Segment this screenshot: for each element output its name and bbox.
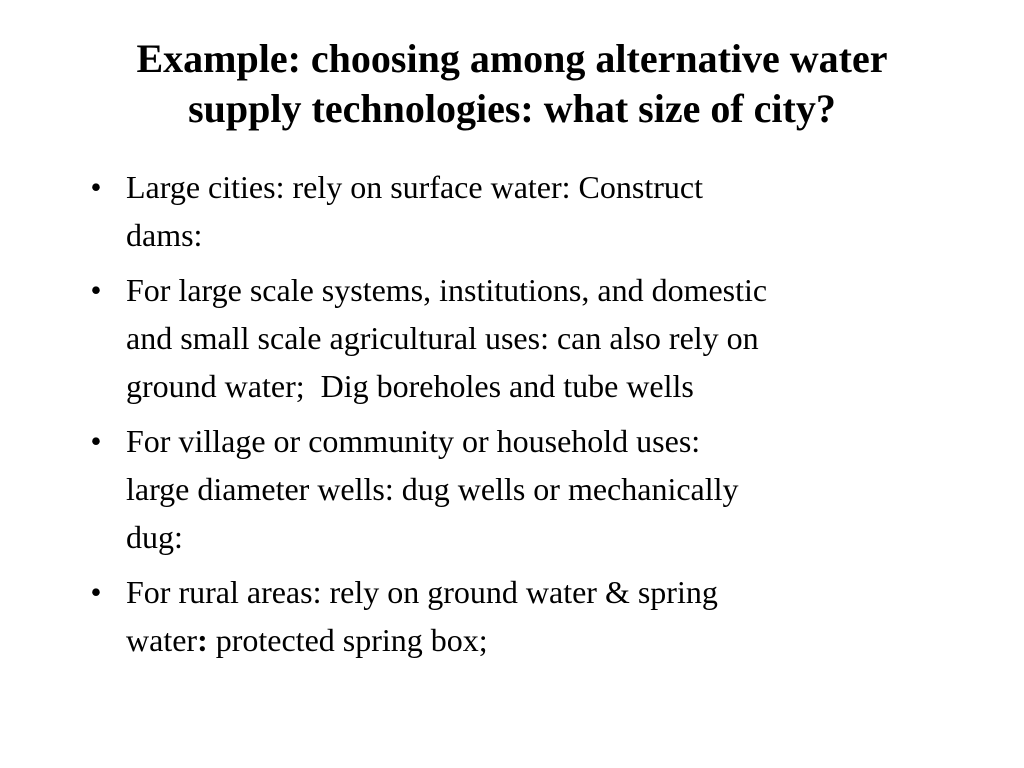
bullet-text-line-mixed	[126, 616, 946, 664]
text-run: protected spring box;	[207, 622, 488, 658]
bullet-list	[86, 163, 946, 671]
bullet-item-large-cities	[86, 163, 946, 259]
bullet-text-line: large diameter wells: dug wells or mechanically	[126, 471, 739, 507]
bullet-text-line: For rural areas: rely on ground water & spring	[126, 574, 718, 610]
bullet-text-line: Large cities: rely on surface water: Construct	[126, 169, 703, 205]
bullet-text-line: dams:	[126, 217, 203, 253]
bullet-icon: •	[90, 574, 102, 610]
title-line-1: Example: choosing among alternative water	[136, 36, 888, 81]
bullet-text-line: and small scale agricultural uses: can also rely on	[126, 320, 759, 356]
bullet-text-line: dug:	[126, 519, 183, 555]
bullet-icon: •	[90, 169, 102, 205]
bold-colon: :	[197, 622, 208, 658]
text-run: water	[126, 622, 198, 658]
bullet-item-village-community	[86, 417, 946, 561]
bullet-icon: •	[90, 272, 102, 308]
bullet-text-line: ground water; Dig boreholes and tube wells	[126, 368, 694, 404]
bullet-text-line: For large scale systems, institutions, and domestic	[126, 272, 768, 308]
bullet-text-line: For village or community or household uses:	[126, 423, 701, 459]
slide-title	[40, 34, 984, 134]
bullet-icon: •	[90, 423, 102, 459]
bullet-item-large-scale-systems	[86, 266, 946, 410]
title-line-2: supply technologies: what size of city?	[188, 86, 836, 131]
bullet-item-rural-areas	[86, 568, 946, 664]
